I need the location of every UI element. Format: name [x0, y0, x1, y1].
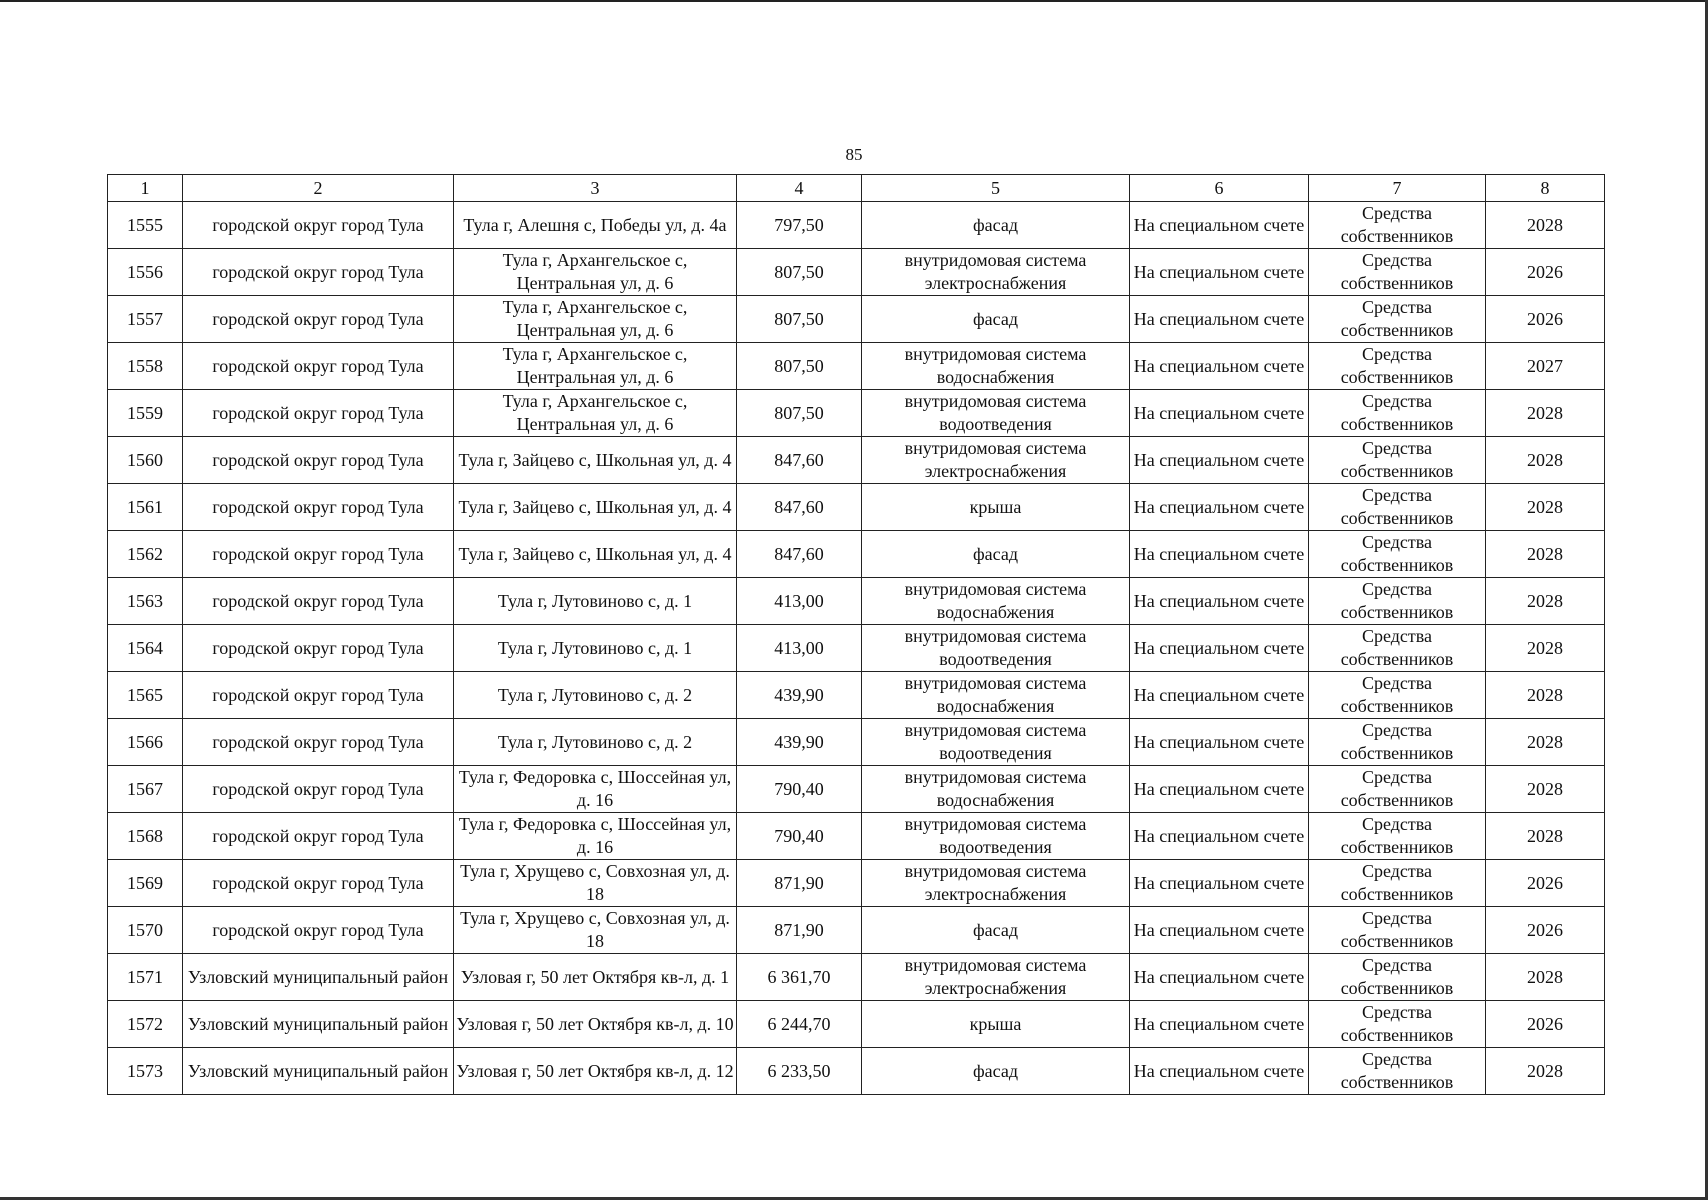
work-type-cell: внутридомовая система водоотведения	[862, 813, 1130, 860]
address-cell: Тула г, Лутовиново с, д. 1	[454, 578, 737, 625]
funding-source-cell: Средства собственников	[1309, 907, 1486, 954]
work-type-cell: внутридомовая система электроснабжения	[862, 954, 1130, 1001]
table-row	[108, 1048, 1605, 1095]
fund-account-cell: На специальном счете	[1130, 484, 1309, 531]
table-row	[108, 578, 1605, 625]
fund-account-cell: На специальном счете	[1130, 907, 1309, 954]
funding-source-cell: Средства собственников	[1309, 531, 1486, 578]
address-cell: Тула г, Хрущево с, Совхозная ул, д. 18	[454, 860, 737, 907]
fund-account-cell: На специальном счете	[1130, 1001, 1309, 1048]
row-number-cell: 1565	[108, 672, 183, 719]
fund-account-cell: На специальном счете	[1130, 343, 1309, 390]
area-cell: 807,50	[737, 296, 862, 343]
row-number-cell: 1559	[108, 390, 183, 437]
work-type-cell: внутридомовая система водоотведения	[862, 390, 1130, 437]
row-number-cell: 1564	[108, 625, 183, 672]
work-type-cell: фасад	[862, 907, 1130, 954]
row-number-cell: 1558	[108, 343, 183, 390]
table-row	[108, 907, 1605, 954]
table-row	[108, 719, 1605, 766]
municipality-cell: городской округ город Тула	[183, 860, 454, 907]
address-cell: Тула г, Зайцево с, Школьная ул, д. 4	[454, 531, 737, 578]
funding-source-cell: Средства собственников	[1309, 672, 1486, 719]
column-header: 6	[1130, 175, 1309, 202]
year-cell: 2028	[1486, 578, 1605, 625]
municipality-cell: городской округ город Тула	[183, 672, 454, 719]
row-number-cell: 1556	[108, 249, 183, 296]
address-cell: Тула г, Лутовиново с, д. 2	[454, 672, 737, 719]
fund-account-cell: На специальном счете	[1130, 390, 1309, 437]
area-cell: 439,90	[737, 672, 862, 719]
table-row	[108, 202, 1605, 249]
year-cell: 2028	[1486, 766, 1605, 813]
address-cell: Узловая г, 50 лет Октября кв-л, д. 12	[454, 1048, 737, 1095]
year-cell: 2026	[1486, 1001, 1605, 1048]
work-type-cell: крыша	[862, 1001, 1130, 1048]
funding-source-cell: Средства собственников	[1309, 296, 1486, 343]
row-number-cell: 1566	[108, 719, 183, 766]
year-cell: 2028	[1486, 484, 1605, 531]
municipality-cell: городской округ город Тула	[183, 719, 454, 766]
funding-source-cell: Средства собственников	[1309, 202, 1486, 249]
table-row	[108, 437, 1605, 484]
table-header	[108, 175, 1605, 202]
work-type-cell: внутридомовая система электроснабжения	[862, 860, 1130, 907]
municipality-cell: городской округ город Тула	[183, 484, 454, 531]
area-cell: 807,50	[737, 249, 862, 296]
year-cell: 2028	[1486, 813, 1605, 860]
work-type-cell: внутридомовая система водоснабжения	[862, 578, 1130, 625]
table-row	[108, 860, 1605, 907]
area-cell: 871,90	[737, 907, 862, 954]
funding-source-cell: Средства собственников	[1309, 719, 1486, 766]
fund-account-cell: На специальном счете	[1130, 672, 1309, 719]
work-type-cell: внутридомовая система электроснабжения	[862, 249, 1130, 296]
table-row	[108, 625, 1605, 672]
address-cell: Тула г, Федоровка с, Шоссейная ул, д. 16	[454, 766, 737, 813]
funding-source-cell: Средства собственников	[1309, 1001, 1486, 1048]
funding-source-cell: Средства собственников	[1309, 860, 1486, 907]
year-cell: 2028	[1486, 672, 1605, 719]
table-body	[108, 202, 1605, 1095]
fund-account-cell: На специальном счете	[1130, 860, 1309, 907]
address-cell: Узловая г, 50 лет Октября кв-л, д. 1	[454, 954, 737, 1001]
area-cell: 807,50	[737, 343, 862, 390]
area-cell: 797,50	[737, 202, 862, 249]
funding-source-cell: Средства собственников	[1309, 390, 1486, 437]
area-cell: 439,90	[737, 719, 862, 766]
year-cell: 2028	[1486, 437, 1605, 484]
column-header: 5	[862, 175, 1130, 202]
work-type-cell: внутридомовая система водоотведения	[862, 719, 1130, 766]
year-cell: 2028	[1486, 202, 1605, 249]
area-cell: 847,60	[737, 484, 862, 531]
funding-source-cell: Средства собственников	[1309, 343, 1486, 390]
address-cell: Тула г, Архангельское с, Центральная ул, д. 6	[454, 296, 737, 343]
municipality-cell: городской округ город Тула	[183, 343, 454, 390]
address-cell: Узловая г, 50 лет Октября кв-л, д. 10	[454, 1001, 737, 1048]
table-row	[108, 1001, 1605, 1048]
work-type-cell: фасад	[862, 531, 1130, 578]
year-cell: 2028	[1486, 625, 1605, 672]
row-number-cell: 1567	[108, 766, 183, 813]
funding-source-cell: Средства собственников	[1309, 813, 1486, 860]
address-cell: Тула г, Лутовиново с, д. 1	[454, 625, 737, 672]
work-type-cell: фасад	[862, 1048, 1130, 1095]
fund-account-cell: На специальном счете	[1130, 202, 1309, 249]
table-row	[108, 249, 1605, 296]
municipality-cell: Узловский муниципальный район	[183, 1048, 454, 1095]
area-cell: 790,40	[737, 813, 862, 860]
work-type-cell: внутридомовая система электроснабжения	[862, 437, 1130, 484]
fund-account-cell: На специальном счете	[1130, 296, 1309, 343]
year-cell: 2026	[1486, 296, 1605, 343]
address-cell: Тула г, Хрущево с, Совхозная ул, д. 18	[454, 907, 737, 954]
table-row	[108, 531, 1605, 578]
area-cell: 413,00	[737, 625, 862, 672]
column-header: 3	[454, 175, 737, 202]
address-cell: Тула г, Зайцево с, Школьная ул, д. 4	[454, 484, 737, 531]
address-cell: Тула г, Архангельское с, Центральная ул, д. 6	[454, 249, 737, 296]
fund-account-cell: На специальном счете	[1130, 954, 1309, 1001]
municipality-cell: городской округ город Тула	[183, 390, 454, 437]
municipality-cell: Узловский муниципальный район	[183, 1001, 454, 1048]
fund-account-cell: На специальном счете	[1130, 437, 1309, 484]
funding-source-cell: Средства собственников	[1309, 625, 1486, 672]
area-cell: 6 361,70	[737, 954, 862, 1001]
fund-account-cell: На специальном счете	[1130, 249, 1309, 296]
area-cell: 871,90	[737, 860, 862, 907]
funding-source-cell: Средства собственников	[1309, 766, 1486, 813]
address-cell: Тула г, Федоровка с, Шоссейная ул, д. 16	[454, 813, 737, 860]
header-row	[108, 175, 1605, 202]
column-header: 7	[1309, 175, 1486, 202]
municipality-cell: городской округ город Тула	[183, 296, 454, 343]
work-type-cell: внутридомовая система водоснабжения	[862, 766, 1130, 813]
row-number-cell: 1561	[108, 484, 183, 531]
fund-account-cell: На специальном счете	[1130, 813, 1309, 860]
table-row	[108, 343, 1605, 390]
year-cell: 2027	[1486, 343, 1605, 390]
table-row	[108, 813, 1605, 860]
row-number-cell: 1562	[108, 531, 183, 578]
municipality-cell: городской округ город Тула	[183, 437, 454, 484]
fund-account-cell: На специальном счете	[1130, 531, 1309, 578]
address-cell: Тула г, Лутовиново с, д. 2	[454, 719, 737, 766]
column-header: 1	[108, 175, 183, 202]
column-header: 4	[737, 175, 862, 202]
municipality-cell: городской округ город Тула	[183, 531, 454, 578]
address-cell: Тула г, Зайцево с, Школьная ул, д. 4	[454, 437, 737, 484]
row-number-cell: 1573	[108, 1048, 183, 1095]
row-number-cell: 1568	[108, 813, 183, 860]
area-cell: 807,50	[737, 390, 862, 437]
fund-account-cell: На специальном счете	[1130, 766, 1309, 813]
year-cell: 2028	[1486, 1048, 1605, 1095]
area-cell: 847,60	[737, 437, 862, 484]
work-type-cell: внутридомовая система водоотведения	[862, 625, 1130, 672]
municipality-cell: городской округ город Тула	[183, 813, 454, 860]
work-type-cell: фасад	[862, 296, 1130, 343]
register-table	[107, 174, 1605, 1095]
year-cell: 2028	[1486, 719, 1605, 766]
funding-source-cell: Средства собственников	[1309, 249, 1486, 296]
area-cell: 413,00	[737, 578, 862, 625]
year-cell: 2028	[1486, 531, 1605, 578]
table-row	[108, 296, 1605, 343]
year-cell: 2026	[1486, 860, 1605, 907]
row-number-cell: 1557	[108, 296, 183, 343]
funding-source-cell: Средства собственников	[1309, 954, 1486, 1001]
row-number-cell: 1563	[108, 578, 183, 625]
area-cell: 6 233,50	[737, 1048, 862, 1095]
work-type-cell: внутридомовая система водоснабжения	[862, 343, 1130, 390]
municipality-cell: Узловский муниципальный район	[183, 954, 454, 1001]
table-row	[108, 672, 1605, 719]
row-number-cell: 1569	[108, 860, 183, 907]
municipality-cell: городской округ город Тула	[183, 766, 454, 813]
row-number-cell: 1555	[108, 202, 183, 249]
municipality-cell: городской округ город Тула	[183, 249, 454, 296]
municipality-cell: городской округ город Тула	[183, 202, 454, 249]
row-number-cell: 1570	[108, 907, 183, 954]
year-cell: 2026	[1486, 907, 1605, 954]
municipality-cell: городской округ город Тула	[183, 907, 454, 954]
column-header: 8	[1486, 175, 1605, 202]
year-cell: 2028	[1486, 390, 1605, 437]
address-cell: Тула г, Архангельское с, Центральная ул, д. 6	[454, 390, 737, 437]
year-cell: 2026	[1486, 249, 1605, 296]
address-cell: Тула г, Архангельское с, Центральная ул, д. 6	[454, 343, 737, 390]
funding-source-cell: Средства собственников	[1309, 578, 1486, 625]
table-row	[108, 484, 1605, 531]
area-cell: 790,40	[737, 766, 862, 813]
scan-edge-top	[0, 0, 1708, 2]
page-number: 85	[845, 145, 863, 164]
table-row	[108, 954, 1605, 1001]
row-number-cell: 1571	[108, 954, 183, 1001]
table-row	[108, 766, 1605, 813]
table-row	[108, 390, 1605, 437]
row-number-cell: 1560	[108, 437, 183, 484]
area-cell: 847,60	[737, 531, 862, 578]
address-cell: Тула г, Алешня с, Победы ул, д. 4а	[454, 202, 737, 249]
funding-source-cell: Средства собственников	[1309, 437, 1486, 484]
fund-account-cell: На специальном счете	[1130, 1048, 1309, 1095]
row-number-cell: 1572	[108, 1001, 183, 1048]
fund-account-cell: На специальном счете	[1130, 625, 1309, 672]
municipality-cell: городской округ город Тула	[183, 625, 454, 672]
fund-account-cell: На специальном счете	[1130, 719, 1309, 766]
year-cell: 2028	[1486, 954, 1605, 1001]
funding-source-cell: Средства собственников	[1309, 484, 1486, 531]
area-cell: 6 244,70	[737, 1001, 862, 1048]
fund-account-cell: На специальном счете	[1130, 578, 1309, 625]
municipality-cell: городской округ город Тула	[183, 578, 454, 625]
work-type-cell: фасад	[862, 202, 1130, 249]
work-type-cell: крыша	[862, 484, 1130, 531]
column-header: 2	[183, 175, 454, 202]
funding-source-cell: Средства собственников	[1309, 1048, 1486, 1095]
work-type-cell: внутридомовая система водоснабжения	[862, 672, 1130, 719]
